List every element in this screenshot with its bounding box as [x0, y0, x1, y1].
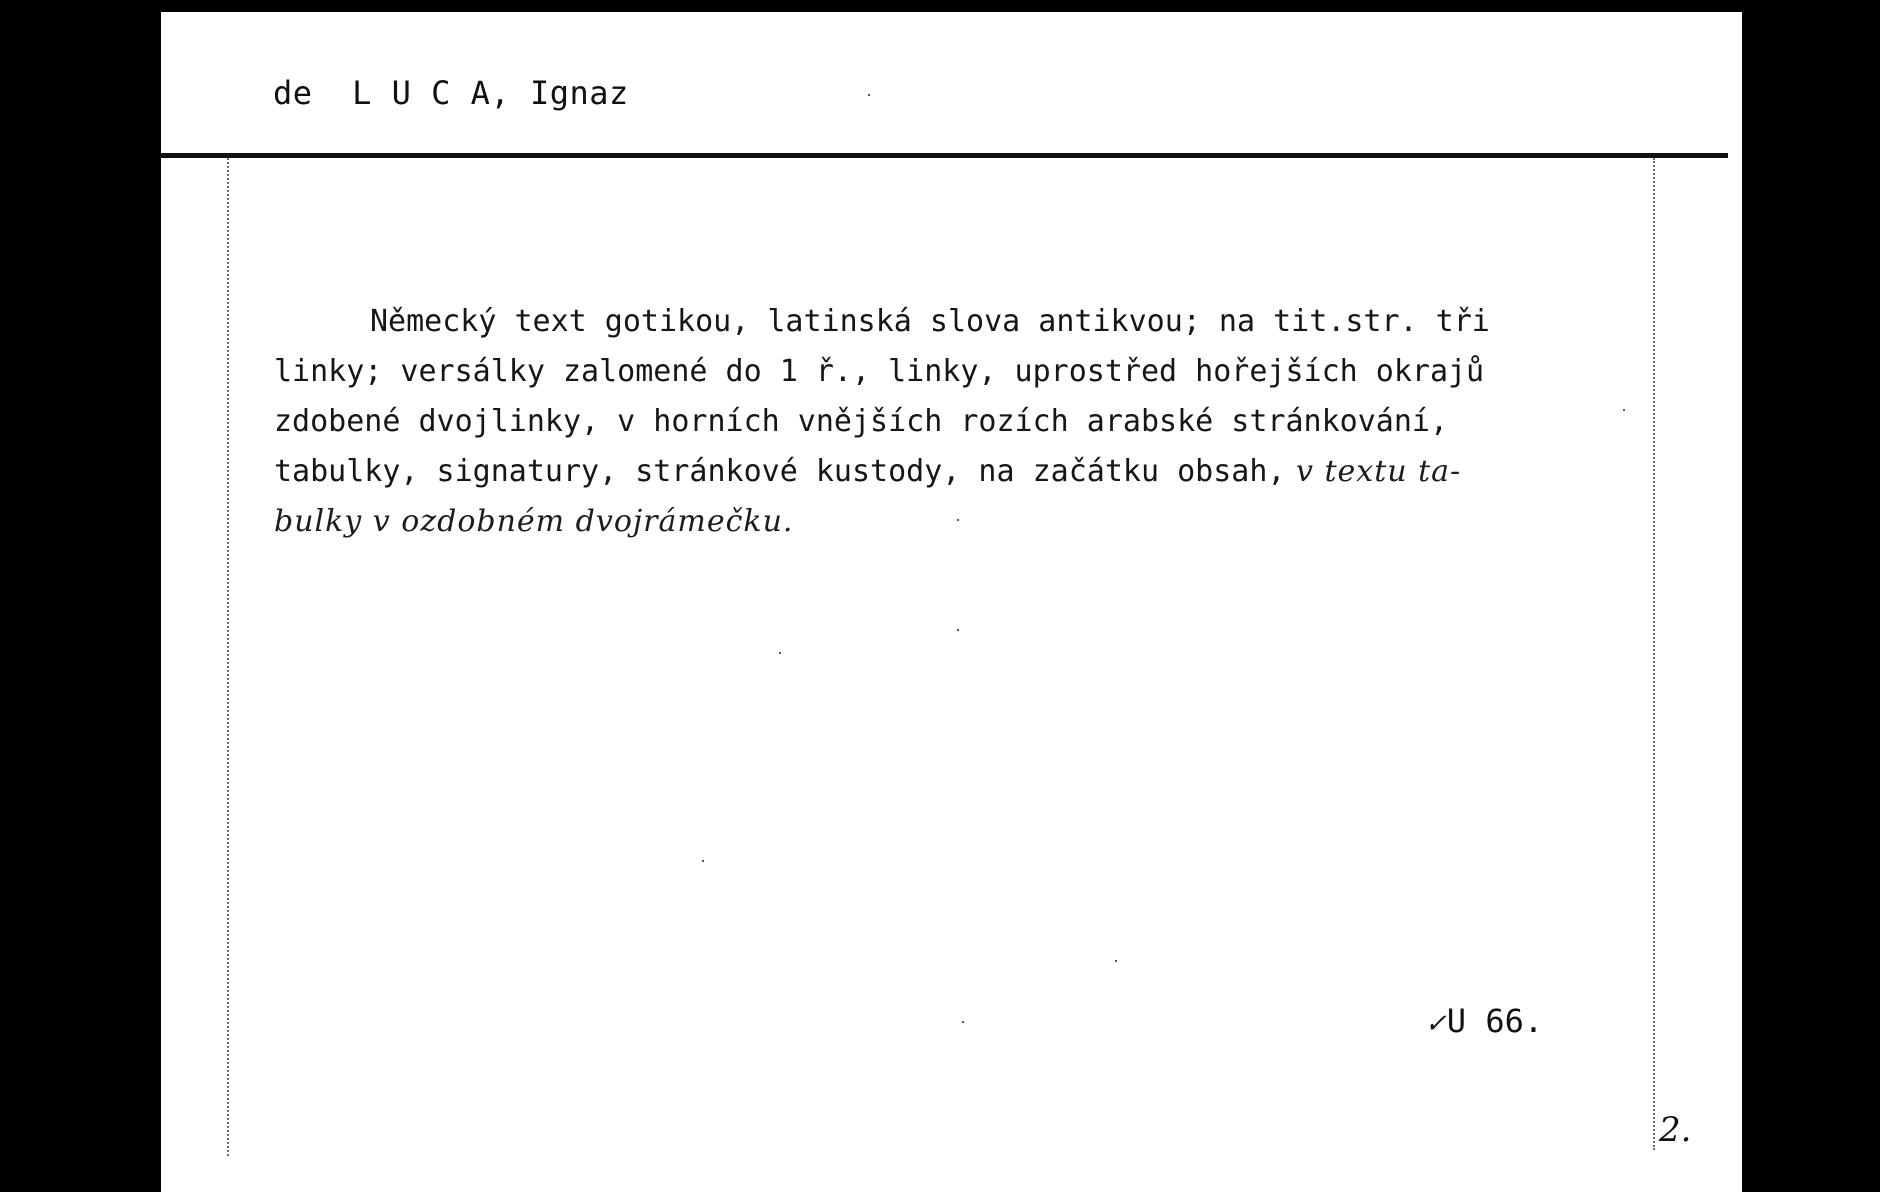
header-rule — [161, 153, 1728, 158]
card-description — [274, 297, 1614, 547]
description-line-4 — [274, 447, 1614, 497]
dust-speck — [868, 94, 870, 96]
dust-speck — [957, 629, 959, 631]
checkmark-icon: ✓ — [1425, 1009, 1447, 1039]
dust-speck — [962, 1021, 964, 1023]
dust-speck — [1623, 409, 1625, 411]
description-line-4-typed: tabulky, signatury, stránkové kustody, na začátku obsah, — [274, 454, 1286, 489]
description-line-3: zdobené dvojlinky, v horních vnějších rozích arabské stránkování, — [274, 404, 1448, 439]
catalog-card — [161, 12, 1742, 1192]
left-margin-line — [227, 158, 229, 1156]
page-mark: 2. — [1659, 1110, 1692, 1150]
shelfmark — [1425, 1002, 1543, 1040]
description-line-2: linky; versálky zalomené do 1 ř., linky, uprostřed hořejších okrajů — [274, 354, 1485, 389]
dust-speck — [779, 652, 781, 654]
dust-speck — [957, 519, 959, 521]
shelfmark-number: U 66. — [1446, 1002, 1544, 1040]
description-line-1: Německý text gotikou, latinská slova antikvou; na tit.str. tři — [370, 304, 1490, 339]
dust-speck — [1115, 960, 1117, 962]
handwritten-addition-continuation: bulky v ozdobném dvojrámečku. — [274, 504, 794, 539]
dust-speck — [702, 860, 704, 862]
handwritten-addition-start: v textu ta- — [1285, 454, 1462, 489]
right-margin-line — [1653, 158, 1655, 1150]
card-heading: de L U C A, Ignaz — [273, 74, 629, 112]
